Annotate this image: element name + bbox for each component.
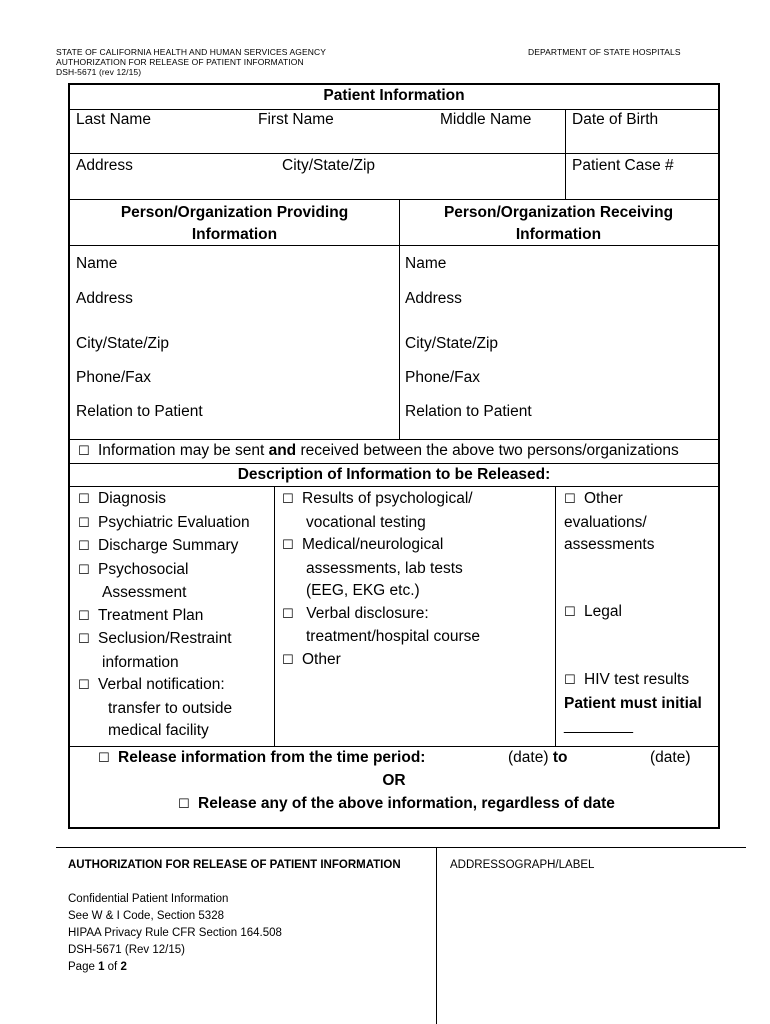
hiv-option[interactable]: ☐ HIV test results Patient must initial ________ [564, 669, 702, 738]
agency-header [56, 47, 326, 77]
footer-title: AUTHORIZATION FOR RELEASE OF PATIENT INFORMATION [68, 859, 401, 871]
checkbox-icon[interactable]: ☐ [78, 632, 90, 647]
patient-initial-label: Patient must initial [564, 694, 702, 712]
providing-city-field[interactable]: City/State/Zip [76, 335, 170, 352]
receiving-phone-field[interactable]: Phone/Fax [405, 369, 480, 386]
confidential-note: Confidential Patient Information [68, 893, 229, 905]
providing-name-field[interactable]: Name [76, 255, 118, 272]
seclusion-option[interactable]: ☐ Seclusion/Restraint information [78, 630, 232, 671]
first-name-field[interactable]: First Name [258, 111, 334, 128]
checkbox-icon[interactable]: ☐ [564, 492, 576, 507]
patient-case-field[interactable]: Patient Case # [572, 157, 674, 174]
verbal-disclosure-option[interactable]: ☐ Verbal disclosure: treatment/hospital course [282, 604, 481, 645]
treatment-option[interactable]: ☐ Treatment Plan [78, 605, 250, 629]
or-label: OR [382, 772, 406, 789]
receiving-title: Person/Organization Receiving Information [443, 204, 674, 243]
hipaa-section: HIPAA Privacy Rule CFR Section 164.508 [68, 927, 282, 939]
providing-address-field[interactable]: Address [76, 290, 133, 307]
department-name: DEPARTMENT OF STATE HOSPITALS [528, 47, 681, 57]
start-date-field[interactable]: (date) to [508, 749, 568, 766]
checkbox-icon[interactable]: ☐ [78, 444, 90, 459]
last-name-field[interactable]: Last Name [76, 111, 151, 128]
psychiatric-option[interactable]: ☐ Psychiatric Evaluation [78, 512, 250, 536]
description-column-1 [78, 488, 250, 743]
providing-relation-field[interactable]: Relation to Patient [76, 403, 203, 420]
checkbox-icon[interactable]: ☐ [78, 515, 90, 531]
agency-name: STATE OF CALIFORNIA HEALTH AND HUMAN SERVICES AGENCY [56, 47, 327, 57]
receiving-city-field[interactable]: City/State/Zip [405, 335, 499, 352]
checkbox-icon[interactable]: ☐ [78, 539, 90, 554]
providing-phone-field[interactable]: Phone/Fax [76, 369, 151, 386]
receiving-name-field[interactable]: Name [405, 255, 447, 272]
footer-info [68, 891, 282, 976]
checkbox-icon[interactable]: ☐ [282, 652, 294, 668]
medical-option[interactable]: ☐ Medical/neurological assessments, lab tests (EEG, EKG etc.) [282, 536, 463, 599]
checkbox-icon[interactable]: ☐ [282, 538, 294, 553]
footer-form-code: DSH-5671 (Rev 12/15) [68, 944, 185, 956]
receiving-relation-field[interactable]: Relation to Patient [405, 403, 532, 420]
checkbox-icon[interactable]: ☐ [78, 492, 90, 507]
patient-city-field[interactable]: City/State/Zip [282, 157, 376, 174]
form-title-header: AUTHORIZATION FOR RELEASE OF PATIENT INFORMATION [56, 57, 304, 67]
checkbox-icon[interactable]: ☐ [564, 673, 576, 688]
date-of-birth-field[interactable]: Date of Birth [572, 111, 659, 128]
patient-address-field[interactable]: Address [76, 157, 133, 174]
checkbox-icon[interactable]: ☐ [282, 606, 294, 622]
checkbox-icon[interactable]: ☐ [98, 751, 110, 766]
verbal-notification-option[interactable]: ☐ Verbal notification: transfer to outside medical facility [78, 676, 233, 739]
checkbox-icon[interactable]: ☐ [78, 608, 90, 624]
checkbox-icon[interactable]: ☐ [178, 797, 190, 812]
results-option[interactable]: ☐ Results of psychological/ vocational testing [282, 490, 473, 531]
diagnosis-option[interactable]: ☐ Diagnosis [78, 488, 250, 512]
addressograph-label: ADDRESSOGRAPH/LABEL [450, 859, 595, 871]
other-evaluations-option[interactable]: ☐ Other evaluations/ assessments [564, 490, 655, 553]
checkbox-icon[interactable]: ☐ [78, 678, 90, 693]
both-ways-checkbox-row[interactable]: ☐ Information may be sent and received between the above two persons/organizations [78, 442, 679, 459]
psychosocial-option[interactable]: ☐ Psychosocial Assessment [78, 560, 189, 601]
checkbox-icon[interactable]: ☐ [564, 605, 576, 620]
form-code: DSH-5671 (rev 12/15) [56, 67, 142, 77]
middle-name-field[interactable]: Middle Name [440, 111, 532, 128]
patient-info-title: Patient Information [323, 87, 465, 104]
authorization-form [68, 83, 720, 829]
checkbox-icon[interactable]: ☐ [78, 562, 90, 578]
checkbox-icon[interactable]: ☐ [282, 492, 294, 507]
any-date-option[interactable]: ☐ Release any of the above information, regardless of date [178, 795, 615, 812]
description-column-3 [564, 488, 654, 557]
initial-blank[interactable]: ________ [564, 717, 633, 734]
page-number: Page 1 of 2 [68, 961, 127, 973]
description-column-2 [282, 488, 480, 672]
end-date-field[interactable]: (date) [650, 749, 691, 766]
legal-option[interactable]: ☐ Legal [564, 601, 622, 625]
receiving-address-field[interactable]: Address [405, 290, 462, 307]
code-section: See W & I Code, Section 5328 [68, 910, 224, 922]
time-period-option[interactable]: ☐ Release information from the time period: [98, 749, 426, 766]
description-title: Description of Information to be Released: [237, 466, 551, 483]
other-option[interactable]: ☐ Other [282, 649, 480, 673]
providing-title: Person/Organization Providing Information [120, 204, 349, 243]
discharge-option[interactable]: ☐ Discharge Summary [78, 535, 250, 559]
